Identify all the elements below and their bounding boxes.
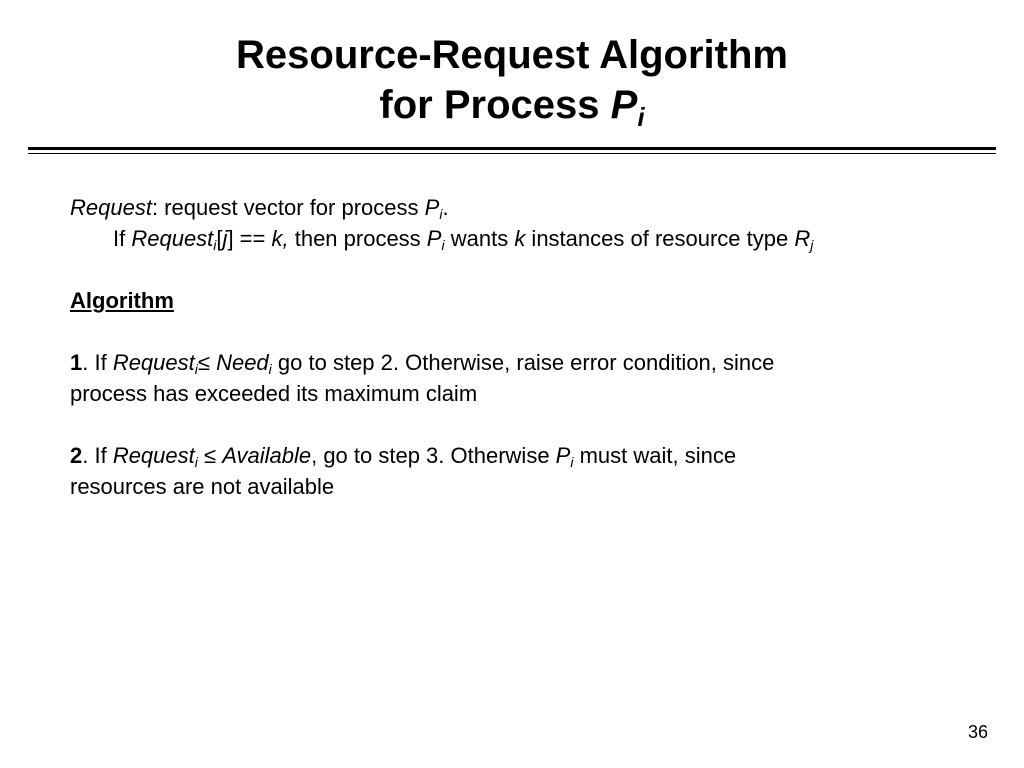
step-2-if: . If (82, 443, 113, 468)
step-2-var-sub: i (570, 454, 574, 470)
step-1-term: Request (112, 350, 195, 375)
cond-then: then process (288, 226, 427, 251)
title-line-2 (0, 80, 1024, 130)
step-2-text: , go to step 3. Otherwise (311, 443, 556, 468)
title-divider-thick (28, 147, 996, 150)
cond-k2: k (514, 226, 526, 251)
cond-index: j (222, 226, 228, 251)
cond-bracket-open: [ (216, 226, 223, 251)
step-1-line-1 (70, 347, 970, 378)
cond-var: P (426, 226, 442, 251)
title-var: P (610, 83, 638, 127)
request-var: P (424, 195, 440, 220)
cond-term-sub: i (213, 237, 217, 253)
cond-k: k, (271, 226, 289, 251)
title-prefix: for Process (379, 83, 611, 127)
step-1-line-2: process has exceeded its maximum claim (70, 381, 478, 406)
step-2-available: Available (222, 443, 312, 468)
slide-body (70, 192, 970, 502)
step-1-if: . If (82, 350, 113, 375)
cond-if: If (113, 226, 132, 251)
request-definition (70, 192, 970, 223)
step-2-term-sub: i (194, 454, 198, 470)
request-text: : request vector for process (151, 195, 425, 220)
request-var-sub: i (439, 206, 443, 222)
request-end: . (442, 195, 449, 220)
step-2-term: Request (112, 443, 195, 468)
step-1-term-sub: i (194, 361, 198, 377)
cond-r-sub: j (810, 237, 814, 253)
cond-wants: wants (444, 226, 515, 251)
step-1-need: Need (216, 350, 269, 375)
cond-bracket-close: ] == (227, 226, 272, 251)
step-1-le: ≤ (197, 350, 217, 375)
step-2-text-2: must wait, since (573, 443, 737, 468)
page-number: 36 (967, 722, 988, 742)
step-1-need-sub: i (268, 361, 272, 377)
title-sub: i (637, 102, 645, 132)
cond-r: R (794, 226, 811, 251)
step-2-var: P (555, 443, 571, 468)
algorithm-heading: Algorithm (70, 288, 174, 313)
step-2-line-2: resources are not available (70, 474, 335, 499)
step-2-number: 2 (70, 443, 83, 468)
step-1-number: 1 (70, 350, 83, 375)
cond-rest: instances of resource type (525, 226, 795, 251)
cond-var-sub: i (441, 237, 445, 253)
step-2-line-1 (70, 440, 970, 471)
step-1-text: go to step 2. Otherwise, raise error condition, since (271, 350, 775, 375)
cond-term: Request (131, 226, 214, 251)
request-condition (70, 223, 970, 254)
title-divider-thin (28, 153, 996, 154)
title-line-1: Resource-Request Algorithm (236, 33, 788, 77)
slide-title (0, 30, 1024, 130)
step-2-le: ≤ (197, 443, 223, 468)
request-term: Request (70, 195, 152, 220)
